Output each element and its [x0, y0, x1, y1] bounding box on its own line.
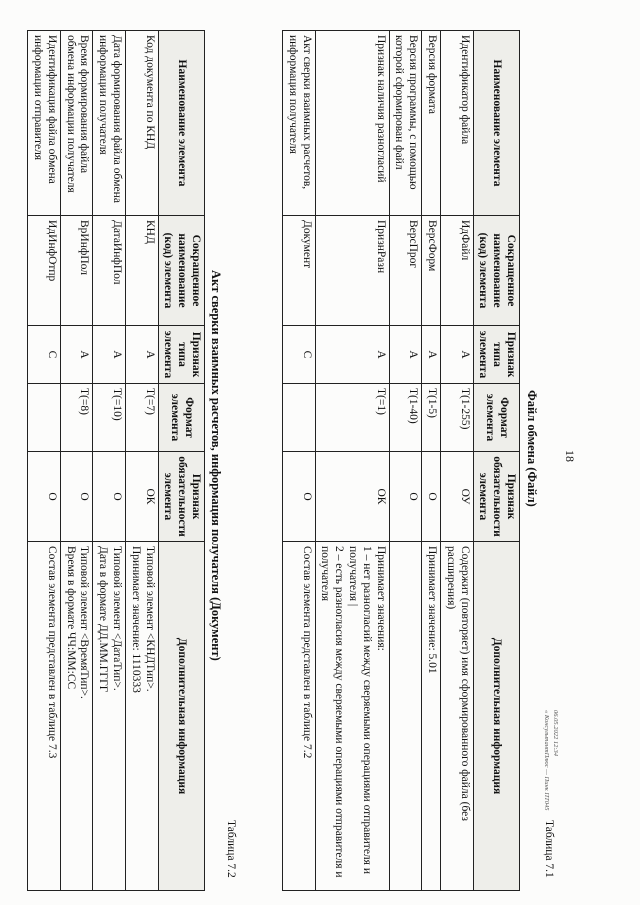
header-cell: Признак типа элемента — [473, 326, 519, 384]
cell-info: Состав элемента представлен в таблице 7.2 — [283, 542, 316, 891]
cell-name: Признак наличия разногласий — [315, 31, 389, 216]
cell-name: Идентификатор файла — [441, 31, 474, 216]
cell-format — [28, 384, 61, 452]
cell-required: О — [60, 452, 93, 542]
cell-code: ВерсПрог — [389, 216, 422, 326]
cell-format: Т(=10) — [93, 384, 126, 452]
table-7-2-caption: Таблица 7.2 — [225, 820, 237, 878]
cell-format: Т(=1) — [315, 384, 389, 452]
cell-name: Время формирования файла обмена информации получателя — [60, 31, 93, 216]
cell-info: Принимает значения: 1 – нет разногласий между сверяемыми операциями отправителя и получателя | 2 – есть разногласия между сверяемыми операциями отправителя и получателя — [315, 542, 389, 891]
print-stamp — [542, 710, 560, 830]
cell-type: А — [389, 326, 422, 384]
cell-required: О — [283, 452, 316, 542]
table-7-2 — [27, 30, 205, 891]
table-row — [283, 31, 316, 891]
table-row — [28, 31, 61, 891]
cell-info: Состав элемента представлен в таблице 7.3 — [28, 542, 61, 891]
page-number: 18 — [563, 450, 577, 462]
header-cell: Формат элемента — [473, 384, 519, 452]
header-cell: Дополнительная информация — [158, 542, 204, 891]
cell-format: Т(1-5) — [422, 384, 441, 452]
cell-code: Документ — [283, 216, 316, 326]
cell-required: ОК — [126, 452, 159, 542]
cell-name: Идентификация файла обмена информации отправителя — [28, 31, 61, 216]
cell-required: ОУ — [441, 452, 474, 542]
cell-required: О — [93, 452, 126, 542]
cell-format: Т(1-255) — [441, 384, 474, 452]
cell-required: О — [28, 452, 61, 542]
header-cell: Сокращенное наименование (код) элемента — [158, 216, 204, 326]
cell-code: ИдФайл — [441, 216, 474, 326]
table-7-1 — [282, 30, 520, 891]
header-cell: Наименование элемента — [158, 31, 204, 216]
cell-code: ВерсФорм — [422, 216, 441, 326]
cell-info: Содержит (повторяет) имя сформированного файла (без расширения) — [441, 542, 474, 891]
header-cell: Формат элемента — [158, 384, 204, 452]
cell-info: Типовой элемент <ДатаТип>. Дата в формате ДД.ММ.ГГГГ — [93, 542, 126, 891]
cell-code: ПризнРазн — [315, 216, 389, 326]
table-7-1-title: Файл обмена (Файл) — [525, 390, 539, 507]
cell-format: Т(1-40) — [389, 384, 422, 452]
cell-code: ДатаИнфПол — [93, 216, 126, 326]
header-cell: Наименование элемента — [473, 31, 519, 216]
cell-info — [389, 542, 422, 891]
cell-name: Код документа по КНД — [126, 31, 159, 216]
table-row — [315, 31, 389, 891]
table-row — [60, 31, 93, 891]
header-cell: Признак обязательности элемента — [473, 452, 519, 542]
cell-type: А — [126, 326, 159, 384]
cell-code: ВрИнфПол — [60, 216, 93, 326]
cell-code: КНД — [126, 216, 159, 326]
cell-type: А — [441, 326, 474, 384]
table-row — [389, 31, 422, 891]
cell-info: Принимает значение: 5.01 — [422, 542, 441, 891]
cell-code: ИдИнфОтпр — [28, 216, 61, 326]
header-cell: Признак типа элемента — [158, 326, 204, 384]
cell-type: С — [283, 326, 316, 384]
cell-info: Типовой элемент <ВремяТип>. Время в формате ЧЧ:ММ:СС — [60, 542, 93, 891]
cell-type: А — [60, 326, 93, 384]
cell-required: О — [389, 452, 422, 542]
cell-type: А — [422, 326, 441, 384]
cell-format — [283, 384, 316, 452]
table-7-1-caption: Таблица 7.1 — [543, 820, 555, 878]
header-cell: Сокращенное наименование (код) элемента — [473, 216, 519, 326]
table-row — [93, 31, 126, 891]
table-header-row — [473, 31, 519, 891]
cell-name: Акт сверки взаимных расчетов, информация получателя — [283, 31, 316, 216]
header-cell: Дополнительная информация — [473, 542, 519, 891]
stamp-line-1: 06.05.2022 12:34 — [552, 710, 559, 757]
cell-type: А — [315, 326, 389, 384]
cell-required: ОК — [315, 452, 389, 542]
cell-required: О — [422, 452, 441, 542]
table-row — [422, 31, 441, 891]
cell-name: Версия формата — [422, 31, 441, 216]
table-row — [441, 31, 474, 891]
table-row — [126, 31, 159, 891]
header-cell: Признак обязательности элемента — [158, 452, 204, 542]
stamp-line-2: « КонсультантПлюс — Пинк ПТ045 — [542, 710, 550, 811]
cell-name: Дата формирования файла обмена информации получателя — [93, 31, 126, 216]
table-7-2-title: Акт сверки взаимных расчетов, информация получателя (Документ) — [209, 270, 223, 661]
cell-type: А — [93, 326, 126, 384]
cell-name: Версия программы, с помощью которой сформирован файл — [389, 31, 422, 216]
cell-info: Типовой элемент <КНДТип>. Принимает значение: 1110333 — [126, 542, 159, 891]
cell-type: С — [28, 326, 61, 384]
table-header-row — [158, 31, 204, 891]
cell-format: Т(=8) — [60, 384, 93, 452]
cell-format: Т(=7) — [126, 384, 159, 452]
rotated-content — [25, 30, 585, 890]
